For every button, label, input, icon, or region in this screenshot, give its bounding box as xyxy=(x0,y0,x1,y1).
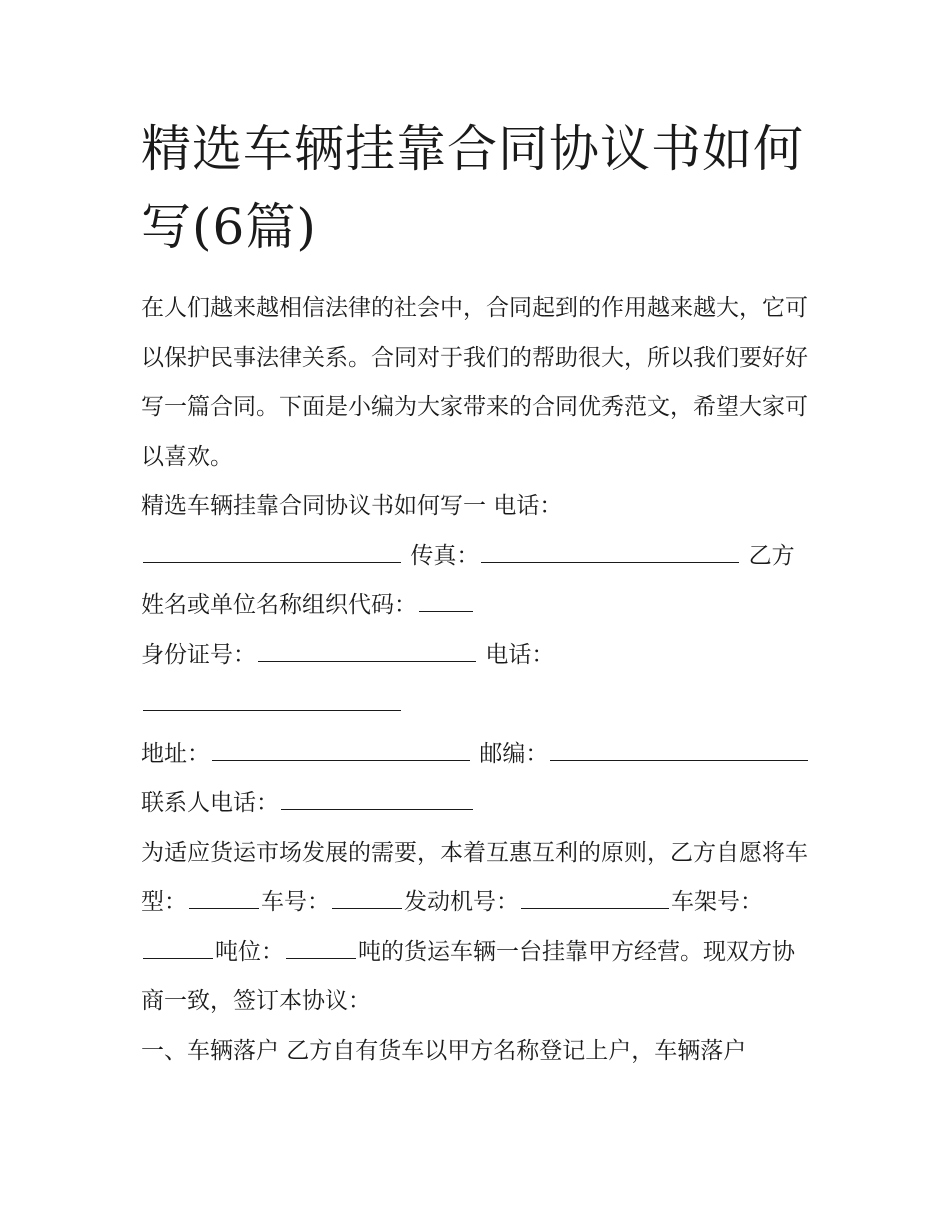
phone2-blank xyxy=(143,688,401,711)
party-b-name-blank xyxy=(419,589,473,612)
contact-phone-label: 联系人电话： xyxy=(141,790,279,816)
fax-blank xyxy=(481,540,739,563)
phone2-label: 电话： xyxy=(485,641,555,668)
contact-phone-block xyxy=(141,779,813,829)
frame-no-blank xyxy=(143,936,213,959)
phone-label: 电话： xyxy=(493,493,563,519)
postcode-blank xyxy=(550,738,808,761)
address-block xyxy=(141,730,813,780)
car-no-blank xyxy=(332,886,402,909)
postcode-label: 邮编： xyxy=(479,740,549,767)
contact-block xyxy=(141,482,813,631)
id-number-blank xyxy=(258,639,476,662)
fax-label: 传真： xyxy=(410,542,480,569)
car-model-blank xyxy=(189,886,259,909)
engine-no-blank xyxy=(521,886,669,909)
engine-no-label: 发动机号： xyxy=(404,889,519,915)
purpose-lead: 为适应货运市场发展的需要，本着互惠互利的原则，乙方自愿将车型： xyxy=(141,839,808,915)
id-number-label: 身份证号： xyxy=(141,641,256,668)
contact-phone-blank xyxy=(281,787,473,810)
document-page xyxy=(141,110,813,1076)
car-no-label: 车号： xyxy=(261,889,330,915)
intro-paragraph: 在人们越来越相信法律的社会中，合同起到的作用越来越大，它可以保护民事法律关系。合同对于我们的帮助很大，所以我们要好好写一篇合同。下面是小编为大家带来的合同优秀范文，希望大家可以喜欢。 xyxy=(141,295,808,470)
purpose-paragraph xyxy=(141,829,813,1027)
party-b-name-label: 乙方姓名或单位名称组织代码： xyxy=(141,542,795,618)
id-block xyxy=(141,631,813,730)
address-label: 地址： xyxy=(141,740,210,767)
tonnage-blank xyxy=(286,936,356,959)
phone-blank xyxy=(143,540,401,563)
frame-no-label: 车架号： xyxy=(671,889,763,915)
document-title: 精选车辆挂靠合同协议书如何写(6篇) xyxy=(141,120,804,256)
tonnage-label: 吨位： xyxy=(215,938,284,965)
address-blank xyxy=(212,738,470,761)
clause-1: 一、车辆落户 乙方自有货车以甲方名称登记上户，车辆落户 xyxy=(141,1037,747,1064)
section-heading: 精选车辆挂靠合同协议书如何写一 xyxy=(141,493,486,519)
purpose-tail: 吨的货运车辆一台挂靠甲方经营。现双方协商一致，签订本协议： xyxy=(141,938,795,1014)
document-body xyxy=(141,284,813,1076)
